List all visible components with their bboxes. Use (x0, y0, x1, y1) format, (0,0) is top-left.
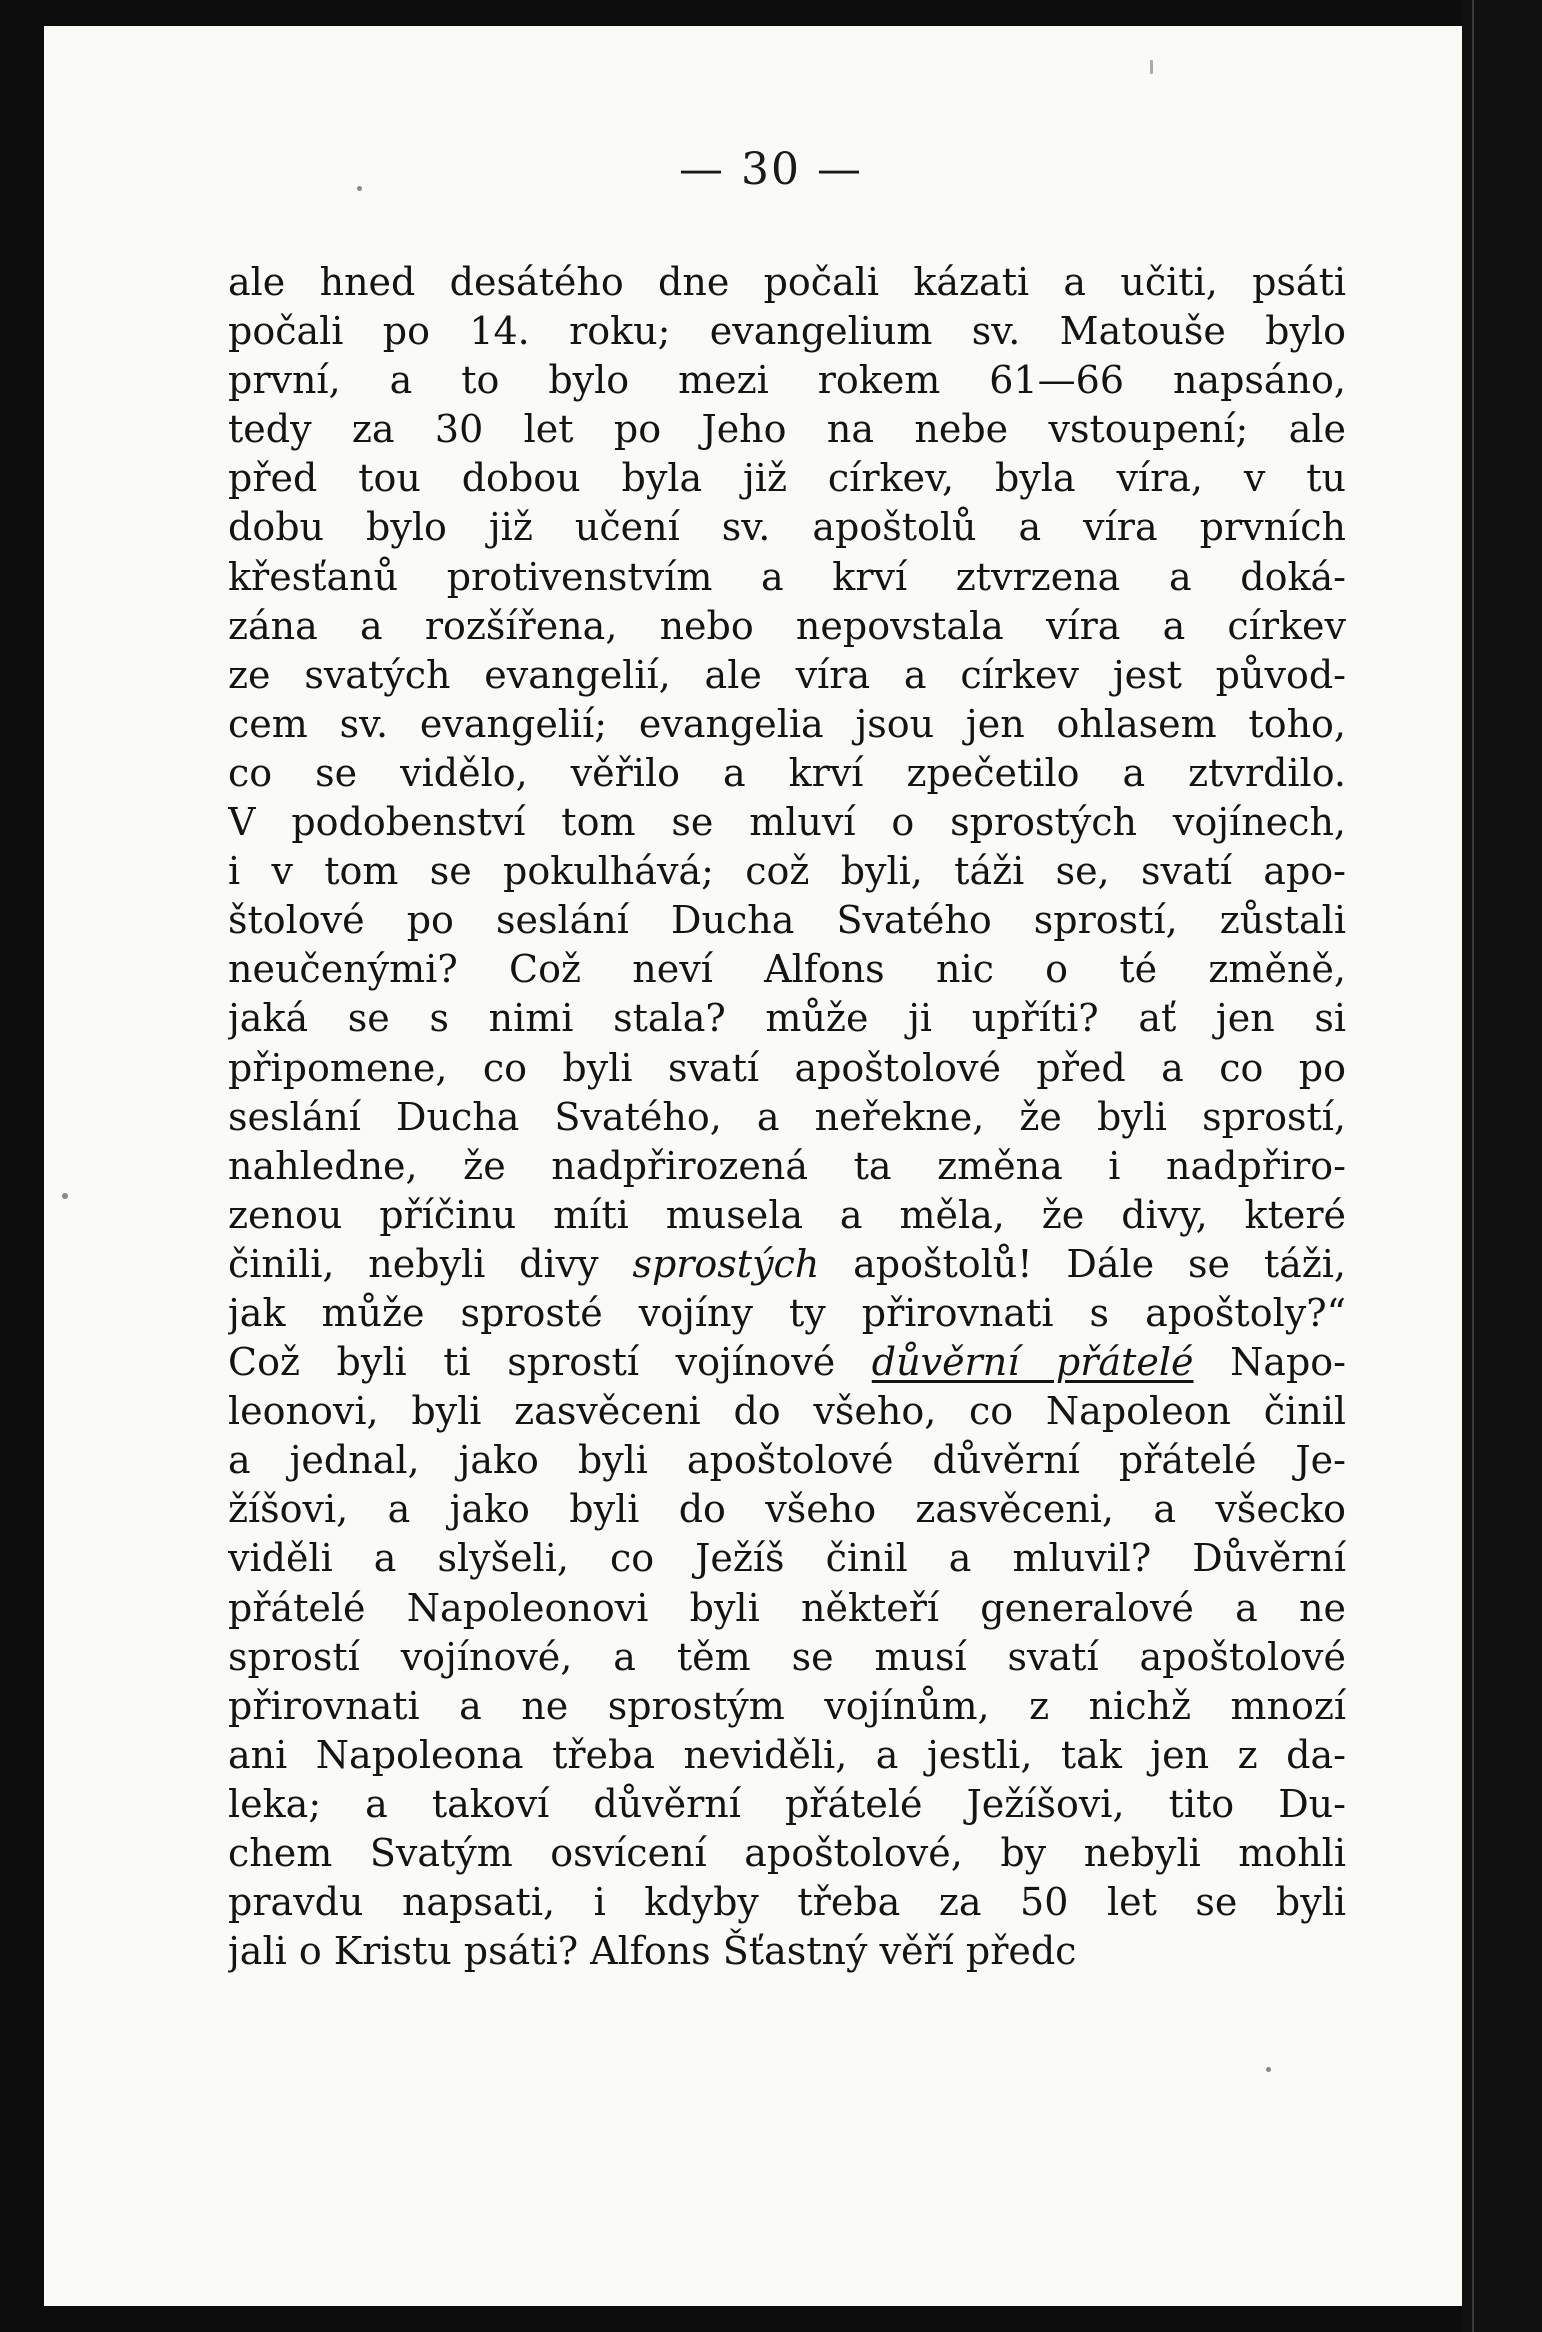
text-line: přátelé Napoleonovi byli někteří generalové a ne (228, 1585, 1346, 1630)
page-number: — 30 — (679, 144, 863, 195)
text-line: ze svatých evangelií, ale víra a církev jest původ- (228, 652, 1346, 697)
text-line: sprostí vojínové, a těm se musí svatí apoštolové (228, 1634, 1346, 1679)
emphasized-text: sprostých (632, 1241, 820, 1286)
text-line: ani Napoleona třeba neviděli, a jestli, tak jen z da- (228, 1732, 1346, 1777)
text-line: dobu bylo již učení sv. apoštolů a víra prvních (228, 505, 1346, 550)
text-line: co se vidělo, věřilo a krví zpečetilo a ztvrdilo. (228, 750, 1346, 795)
text-line: zána a rozšířena, nebo nepovstala víra a církev (228, 603, 1346, 648)
text-line: počali po 14. roku; evangelium sv. Matouše bylo (228, 309, 1346, 354)
text-line: křesťanů protivenstvím a krví ztvrzena a doká- (228, 554, 1346, 599)
text-line: i v tom se pokulhává; což byli, táži se, svatí apo- (228, 849, 1346, 894)
scan-speck (1266, 2067, 1271, 2072)
scan-margin-right (1462, 0, 1542, 2332)
text-line: a jednal, jako byli apoštolové důvěrní přátelé Je- (228, 1438, 1346, 1483)
text-line: činili, nebyli divy sprostých apoštolů! Dále se táži, (228, 1241, 1346, 1286)
text-line: přirovnati a ne sprostým vojínům, z nichž mnozí (228, 1683, 1346, 1728)
text-line: seslání Ducha Svatého, a neřekne, že byli sprostí, (228, 1094, 1346, 1139)
text-line: nahledne, že nadpřirozená ta změna i nadpřiro- (228, 1143, 1346, 1188)
text-line: jali o Kristu psáti? Alfons Šťastný věří předc (228, 1929, 1077, 1974)
text-line: tedy za 30 let po Jeho na nebe vstoupení; ale (228, 407, 1346, 452)
text-line: připomene, co byli svatí apoštolové před a co po (228, 1045, 1346, 1090)
emphasized-text: důvěrní přátelé (871, 1340, 1194, 1385)
body-text (228, 258, 1346, 1976)
text-line: žíšovi, a jako byli do všeho zasvěceni, a všecko (228, 1487, 1346, 1532)
text-line: chem Svatým osvícení apoštolové, by nebyli mohli (228, 1831, 1346, 1875)
scan-speck (62, 1193, 68, 1199)
scan-speck (1150, 60, 1153, 74)
text-line: V podobenství tom se mluví o sprostých vojínech, (228, 800, 1346, 845)
text-line: pravdu napsati, i kdyby třeba za 50 let se byli (228, 1880, 1346, 1925)
text-line: neučenými? Což neví Alfons nic o té změně, (228, 947, 1346, 992)
text-line: jak může sprosté vojíny ty přirovnati s apoštoly?“ (228, 1290, 1346, 1335)
text-line: první, a to bylo mezi rokem 61—66 napsáno, (228, 358, 1346, 403)
text-line: jaká se s nimi stala? může ji upříti? ať jen si (228, 996, 1346, 1041)
text-line: před tou dobou byla již církev, byla víra, v tu (228, 456, 1346, 501)
text-line: zenou příčinu míti musela a měla, že divy, které (228, 1192, 1346, 1237)
text-line: cem sv. evangelií; evangelia jsou jen ohlasem toho, (228, 701, 1346, 746)
text-line: leka; a takoví důvěrní přátelé Ježíšovi, tito Du- (228, 1781, 1346, 1826)
text-line: leonovi, byli zasvěceni do všeho, co Napoleon činil (228, 1389, 1346, 1434)
text-line: štolové po seslání Ducha Svatého sprostí, zůstali (228, 898, 1346, 943)
text-line: Což byli ti sprostí vojínové důvěrní přátelé Napo- (228, 1340, 1346, 1385)
text-line: ale hned desátého dne počali kázati a učiti, psáti (228, 260, 1346, 304)
text-line: viděli a slyšeli, co Ježíš činil a mluvil? Důvěrní (228, 1536, 1346, 1581)
